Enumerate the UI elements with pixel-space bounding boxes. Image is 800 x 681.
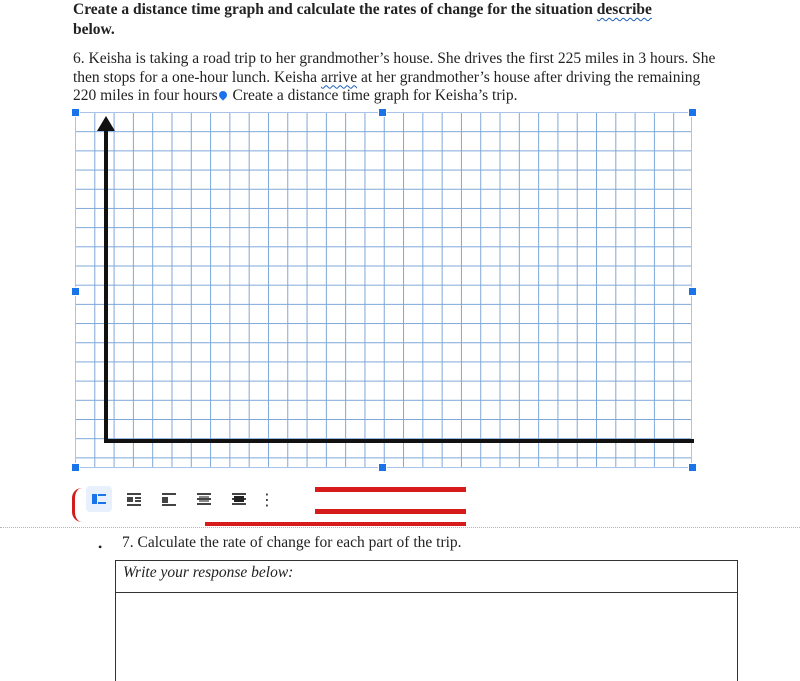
- wrap-text-icon: [126, 492, 142, 506]
- red-stripe-3: [205, 522, 466, 526]
- graph-paper-image[interactable]: [75, 112, 692, 468]
- page-break-line: [0, 527, 800, 528]
- spellcheck-flag-arrive[interactable]: arrive: [320, 68, 358, 86]
- in-front-of-text-button[interactable]: [226, 486, 252, 512]
- text-cursor-marker: [217, 89, 228, 100]
- response-prompt: Write your response below:: [116, 561, 737, 593]
- response-input-area[interactable]: [116, 593, 737, 681]
- question-7-text[interactable]: 7. Calculate the rate of change for each part of the trip.: [122, 534, 462, 551]
- break-text-icon: [161, 492, 177, 506]
- red-stripe-2: [315, 509, 466, 514]
- response-table: [115, 560, 738, 681]
- resize-handle-middle-left[interactable]: [71, 287, 80, 296]
- resize-handle-top-right[interactable]: [688, 108, 697, 117]
- image-options-toolbar: [70, 483, 310, 515]
- red-stripe-1: [315, 487, 466, 492]
- heading-line1: Create a distance time graph and calculate the rates of change for the situation: [73, 1, 597, 18]
- in-front-of-text-icon: [231, 492, 247, 506]
- list-bullet: •: [98, 540, 103, 554]
- resize-handle-bottom-middle[interactable]: [378, 463, 387, 472]
- wrap-text-button[interactable]: [121, 486, 147, 512]
- heading-line2: below.: [73, 21, 115, 38]
- break-text-button[interactable]: [156, 486, 182, 512]
- problem-text-part1: 6. Keisha is taking a road trip to her grandmother’s house. She drives the first 225 miles in 3 hours. She then stops for a one-hour lunch. Keisha: [73, 50, 716, 86]
- behind-text-button[interactable]: [191, 486, 217, 512]
- problem-text-part2: at her grandmother’s house after driving the remaining 220 miles in four hours: [73, 68, 701, 104]
- resize-handle-top-middle[interactable]: [378, 108, 387, 117]
- problem-6-text[interactable]: [73, 50, 723, 106]
- inline-icon: [91, 492, 107, 506]
- problem-text-part3: Create a distance time graph for Keisha’s trip.: [228, 87, 518, 104]
- resize-handle-bottom-left[interactable]: [71, 463, 80, 472]
- spellcheck-flag-describe[interactable]: describe: [596, 1, 652, 18]
- resize-handle-bottom-right[interactable]: [688, 463, 697, 472]
- y-axis-line: [104, 127, 108, 443]
- x-axis-line: [104, 439, 694, 443]
- behind-text-icon: [196, 492, 212, 506]
- resize-handle-middle-right[interactable]: [688, 287, 697, 296]
- inline-button[interactable]: [86, 486, 112, 512]
- more-options-icon[interactable]: ⋮: [259, 489, 275, 509]
- instructions-heading: [73, 0, 723, 40]
- resize-handle-top-left[interactable]: [71, 108, 80, 117]
